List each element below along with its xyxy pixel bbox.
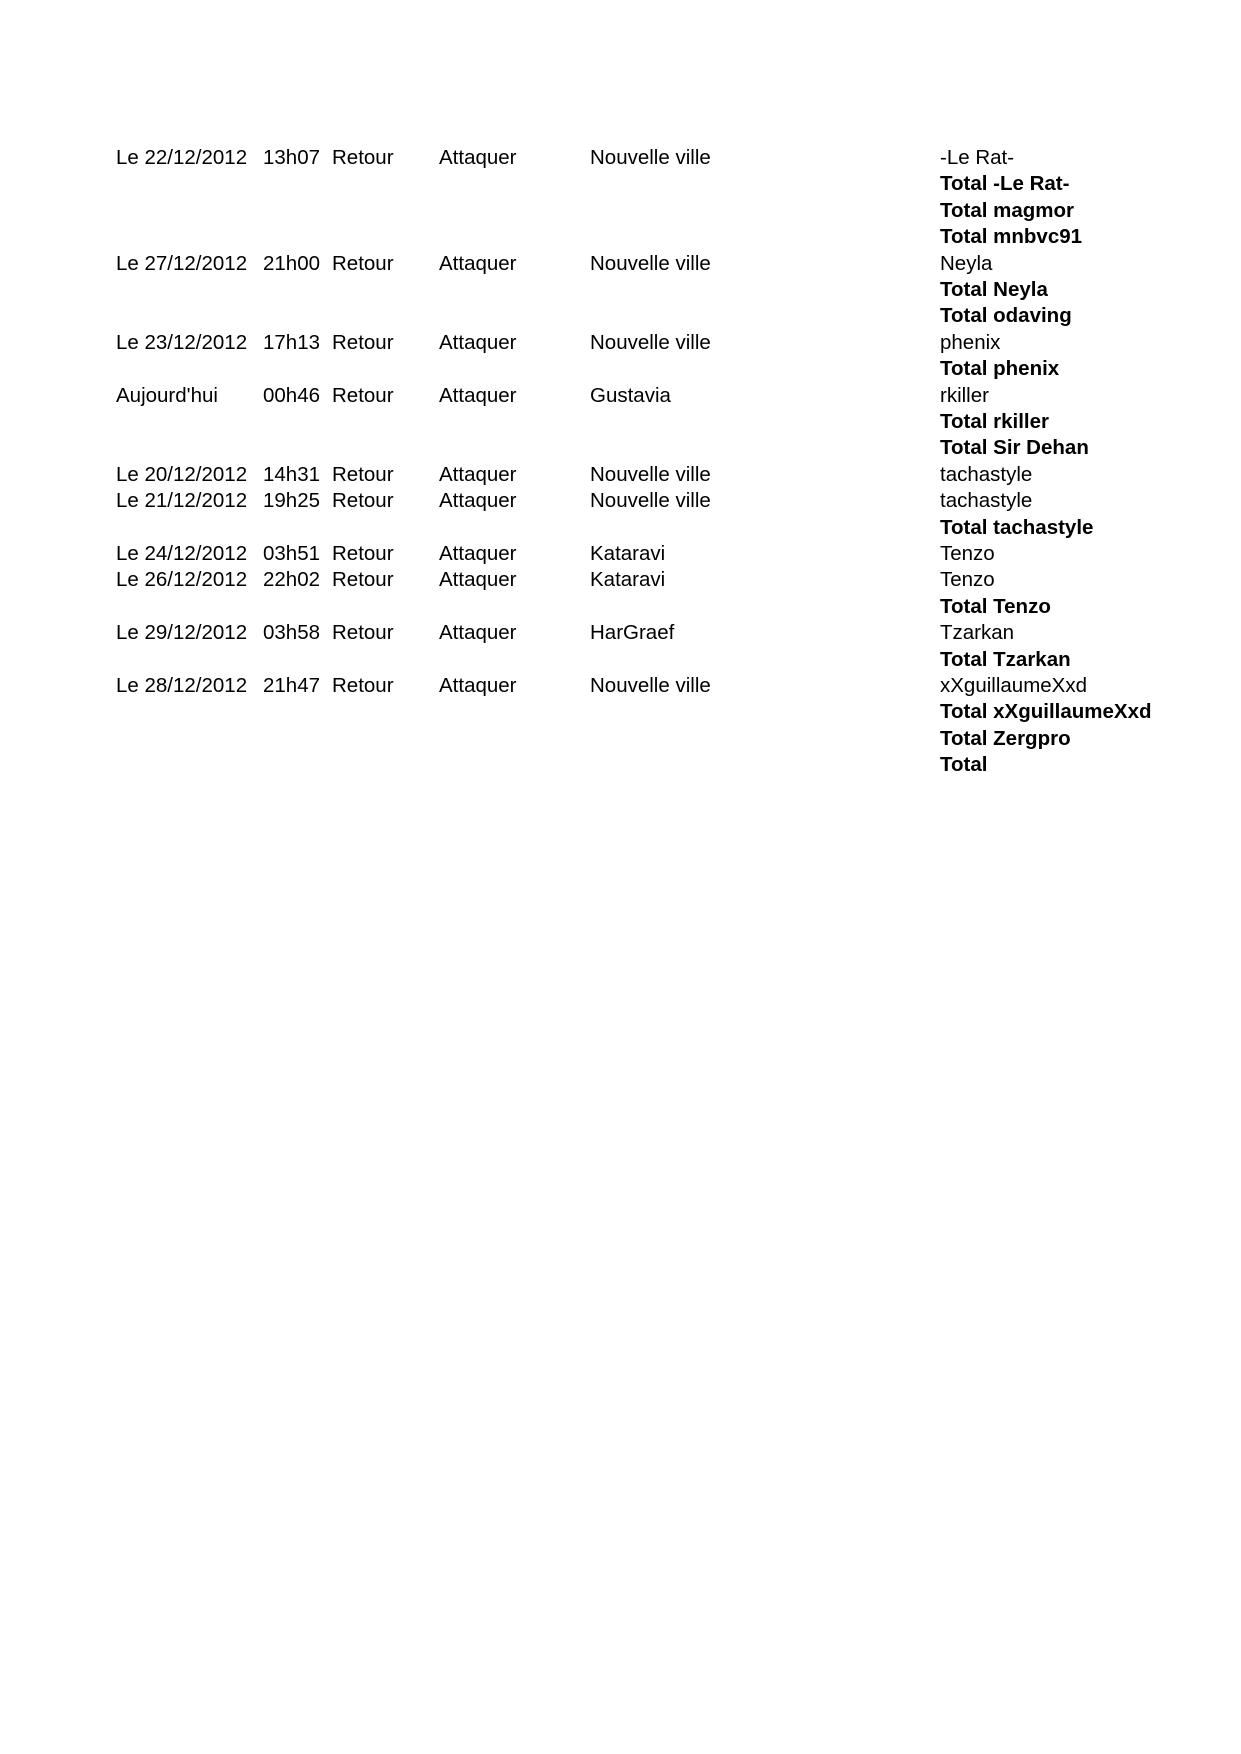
table-row [0,145,1241,171]
city-cell: Nouvelle ville [590,462,711,486]
player-cell: Total Zergpro [940,726,1071,750]
time-cell: 21h00 [263,251,321,275]
table-row [0,330,1241,356]
city-cell: Kataravi [590,542,666,565]
action-cell: Attaquer [439,542,517,565]
city-cell: Nouvelle ville [590,330,711,354]
status-cell: Retour [332,542,394,565]
date-cell: Le 29/12/2012 [116,621,248,645]
player-cell: Total magmor [940,198,1075,222]
table-row-total [0,303,1241,329]
table-row-total [0,699,1241,725]
city-cell: Nouvelle ville [590,674,711,697]
status-cell: Retour [332,568,394,592]
player-cell: Neyla [940,251,993,275]
table-row [0,673,1241,699]
time-cell: 13h07 [263,146,321,169]
status-cell: Retour [332,621,394,645]
player-cell: Total Tzarkan [940,647,1071,671]
date-cell: Le 27/12/2012 [116,251,248,275]
time-cell: 03h51 [263,542,321,565]
table-row-total [0,594,1241,620]
city-cell: Kataravi [590,568,666,592]
time-cell: 22h02 [263,568,321,592]
status-cell: Retour [332,330,394,354]
date-cell: Aujourd'hui [116,383,218,407]
status-cell: Retour [332,251,394,275]
status-cell: Retour [332,383,394,407]
action-cell: Attaquer [439,146,517,169]
action-cell: Attaquer [439,489,517,513]
table-row [0,541,1241,567]
city-cell: Gustavia [590,383,671,407]
table-row [0,462,1241,488]
action-cell: Attaquer [439,674,517,697]
action-cell: Attaquer [439,568,517,592]
player-cell: Total [940,753,988,777]
table-row [0,251,1241,277]
time-cell: 17h13 [263,330,321,354]
player-cell: Tenzo [940,542,995,565]
table-row-total [0,356,1241,382]
time-cell: 19h25 [263,489,321,513]
date-cell: Le 21/12/2012 [116,489,248,513]
player-cell: xXguillaumeXxd [940,674,1087,697]
table-row-total [0,277,1241,303]
table-row-total [0,647,1241,673]
date-cell: Le 23/12/2012 [116,330,248,354]
table-row-total [0,752,1241,778]
status-cell: Retour [332,146,394,169]
player-cell: Total rkiller [940,410,1049,433]
action-cell: Attaquer [439,383,517,407]
player-cell: tachastyle [940,489,1033,513]
player-cell: Total -Le Rat- [940,172,1070,196]
action-cell: Attaquer [439,330,517,354]
time-cell: 00h46 [263,383,321,407]
player-cell: Total mnbvc91 [940,225,1083,249]
table-row-total [0,726,1241,752]
city-cell: HarGraef [590,621,675,645]
table-row-total [0,515,1241,541]
date-cell: Le 28/12/2012 [116,674,248,697]
player-cell: Total phenix [940,357,1060,381]
table-row [0,488,1241,514]
time-cell: 21h47 [263,674,321,697]
player-cell: Total tachastyle [940,515,1094,539]
status-cell: Retour [332,674,394,697]
action-cell: Attaquer [439,621,517,645]
date-cell: Le 24/12/2012 [116,542,248,565]
player-cell: rkiller [940,383,989,407]
player-cell: Tzarkan [940,621,1015,645]
player-cell: tachastyle [940,462,1033,486]
action-cell: Attaquer [439,251,517,275]
player-cell: Total xXguillaumeXxd [940,700,1152,724]
table-row-total [0,409,1241,435]
table-row [0,383,1241,409]
status-cell: Retour [332,489,394,513]
table-row-total [0,198,1241,224]
player-cell: Tenzo [940,568,995,592]
city-cell: Nouvelle ville [590,146,711,169]
table-row-total [0,224,1241,250]
action-cell: Attaquer [439,462,517,486]
date-cell: Le 26/12/2012 [116,568,248,592]
table-row [0,620,1241,646]
player-cell: Total Neyla [940,278,1048,301]
city-cell: Nouvelle ville [590,489,711,513]
player-cell: Total Tenzo [940,594,1051,618]
date-cell: Le 20/12/2012 [116,462,248,486]
status-cell: Retour [332,462,394,486]
time-cell: 03h58 [263,621,321,645]
table-row [0,567,1241,593]
table-row-total [0,171,1241,197]
time-cell: 14h31 [263,462,321,486]
city-cell: Nouvelle ville [590,251,711,275]
player-cell: Total odaving [940,304,1072,328]
player-cell: phenix [940,330,1001,354]
player-cell: -Le Rat- [940,146,1015,169]
table-row-total [0,435,1241,461]
player-cell: Total Sir Dehan [940,436,1089,460]
date-cell: Le 22/12/2012 [116,146,248,169]
